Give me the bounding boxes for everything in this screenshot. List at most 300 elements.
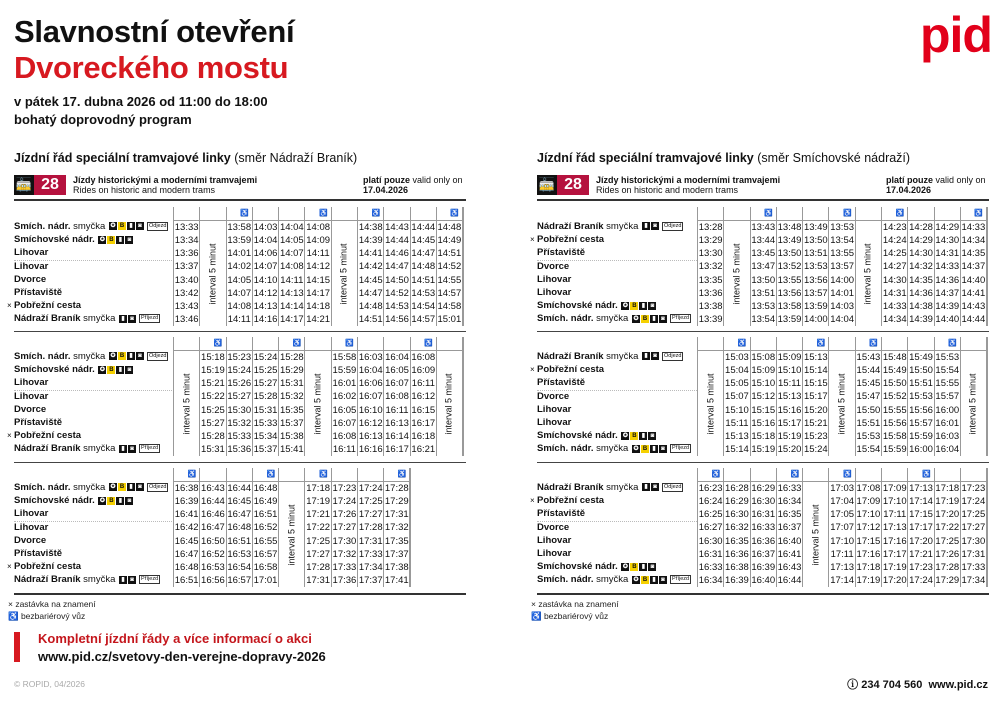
departure-time: 13:49 [777, 235, 802, 247]
departure-time: 16:35 [777, 509, 802, 521]
departure-time: 17:38 [384, 562, 409, 574]
bus-icon: ◙ [128, 445, 136, 453]
column-header [698, 207, 724, 221]
departure-time: 13:55 [777, 274, 802, 286]
departure-time: 13:46 [174, 314, 199, 326]
metro-b-icon: B [119, 484, 125, 491]
metro-icon: ✪ [622, 563, 628, 570]
valid-date: 17.04.2026 [886, 185, 932, 195]
lihovar-separator [14, 260, 174, 261]
interval-cell [331, 221, 357, 327]
tram-icon: 🚋 [14, 175, 34, 195]
departure-time: 15:32 [227, 417, 252, 429]
departure-time: 15:24 [227, 365, 252, 377]
departure-time: 14:47 [385, 261, 409, 273]
stop-row [530, 494, 691, 507]
departure-time: 14:34 [882, 314, 907, 326]
departure-time: 13:51 [751, 287, 776, 299]
column-header [776, 337, 802, 351]
departure-time: 16:57 [227, 575, 252, 587]
departure-time: 16:28 [725, 483, 749, 494]
arrive-tag: Příjezd [671, 445, 690, 452]
stop-name: Přístaviště [537, 508, 586, 520]
departure-time: 13:58 [227, 222, 252, 233]
departure-time: 16:40 [777, 535, 802, 547]
column-header [908, 207, 934, 221]
departure-time: 14:52 [437, 261, 462, 273]
departure-time: 16:07 [385, 378, 409, 390]
metro-b-icon: B [642, 576, 648, 583]
departure-time: 17:20 [882, 575, 907, 587]
legend-request [531, 598, 619, 610]
departure-time: 15:59 [882, 444, 907, 456]
departure-time: 14:07 [253, 261, 278, 273]
departure-time: 16:45 [174, 535, 199, 547]
depart-tag: Odjezd [664, 352, 682, 359]
departure-time: 14:30 [882, 274, 907, 286]
departure-time: 14:51 [411, 274, 436, 286]
column-header [882, 337, 908, 351]
stop-row [14, 481, 168, 494]
departure-time: 15:14 [725, 444, 749, 456]
footer-url-link[interactable]: www.pid.cz/svetovy-den-verejne-dopravy-2026 [38, 649, 326, 664]
departure-time: 15:10 [777, 365, 802, 377]
departure-time: 15:53 [935, 352, 960, 363]
departure-time: 14:51 [437, 248, 462, 260]
train-icon: ▮ [119, 445, 127, 453]
stop-name: Dvorce [14, 403, 47, 415]
departure-time: 15:27 [227, 391, 252, 403]
legend-wheelchair [531, 610, 619, 622]
departure-time: 15:59 [909, 431, 933, 443]
pid-logo: pid [920, 7, 992, 63]
departure-time: 15:08 [751, 352, 776, 363]
stop-row [7, 429, 168, 442]
stop-name: Smích. nádr. [537, 313, 594, 325]
departure-time: 16:29 [725, 496, 749, 508]
departure-time: 17:17 [909, 522, 933, 534]
bus-icon: ◙ [125, 366, 133, 374]
departure-time: 13:33 [174, 222, 199, 233]
train-icon: ▮ [642, 483, 650, 491]
stop-row [530, 233, 691, 246]
departure-time: 17:26 [935, 548, 960, 560]
interval-label: interval 5 minut [338, 243, 349, 305]
metro-icon: ✪ [622, 302, 628, 309]
heading-direction: (směr Nádraží Braník) [234, 151, 358, 165]
stop-name: Dvorce [537, 390, 570, 402]
departure-time: 17:20 [935, 509, 960, 521]
departure-time: 17:25 [935, 535, 960, 547]
metro-b-icon: B [632, 563, 637, 570]
stop-row [14, 573, 168, 586]
departure-time: 14:38 [358, 222, 383, 233]
departure-time: 15:12 [751, 391, 776, 403]
stop-row [14, 534, 168, 547]
departure-time: 15:57 [909, 417, 933, 429]
phone: 234 704 560 [861, 679, 923, 691]
bottom-rule [537, 593, 989, 595]
departure-time: 15:53 [856, 431, 881, 443]
departure-time: 14:32 [909, 261, 933, 273]
column-header [803, 468, 829, 482]
valid-en: valid only on [412, 175, 463, 185]
departure-time: 14:48 [437, 222, 462, 233]
departure-time: 15:07 [725, 391, 749, 403]
departure-time: 17:32 [384, 522, 409, 534]
stop-name: Dvorce [537, 260, 570, 272]
wheelchair-icon: ♿ [174, 468, 200, 482]
departure-time: 14:06 [253, 248, 278, 260]
table-row [698, 548, 987, 561]
departure-time: 16:52 [253, 522, 278, 534]
departure-time: 16:32 [725, 522, 749, 534]
departure-time: 15:19 [201, 365, 225, 377]
lihovar-separator [14, 390, 174, 391]
departure-time: 15:57 [935, 391, 960, 403]
departure-time: 16:33 [698, 562, 723, 574]
block-divider [537, 462, 989, 463]
stop-row [14, 312, 168, 325]
departure-time: 13:53 [830, 222, 855, 233]
departure-time: 15:19 [751, 444, 776, 456]
timetable-heading [14, 151, 357, 165]
departure-time: 14:24 [882, 235, 907, 247]
stop-name: Dvorce [14, 534, 47, 546]
departure-time: 16:48 [227, 522, 252, 534]
departure-time: 14:33 [882, 301, 907, 313]
wheelchair-icon: ♿ [305, 468, 331, 482]
departure-time: 16:51 [253, 509, 278, 521]
departure-time: 14:27 [882, 261, 907, 273]
departure-time: 14:43 [961, 301, 986, 313]
departure-time: 14:39 [935, 301, 960, 313]
departure-time: 15:33 [227, 431, 252, 443]
arrive-tag: Příjezd [671, 576, 690, 583]
stop-row [14, 260, 168, 273]
stop-list [530, 350, 691, 456]
bus-icon: ◙ [136, 222, 144, 230]
departure-time: 17:15 [909, 509, 933, 521]
desc-en: Rides on historic and modern trams [73, 185, 216, 195]
stop-name: Smích. nádr. [14, 351, 71, 362]
departure-time: 16:30 [698, 535, 723, 547]
stop-name: Lihovar [537, 547, 572, 559]
timetable-block [173, 337, 464, 456]
departure-time: 14:31 [935, 248, 960, 260]
departure-time: 15:21 [803, 417, 828, 429]
stop-row [537, 312, 691, 325]
departure-time: 16:55 [253, 535, 278, 547]
departure-time: 13:34 [174, 235, 199, 247]
departure-time: 17:30 [332, 535, 357, 547]
train-icon: ▮ [127, 222, 135, 230]
departure-time: 17:26 [332, 509, 357, 521]
departure-time: 13:32 [698, 261, 723, 273]
stop-suffix: smyčka [70, 221, 106, 232]
departure-time: 15:11 [725, 417, 749, 429]
departure-time: 16:29 [751, 483, 776, 494]
interval-label: interval 5 minut [836, 373, 847, 435]
metro-b-icon: B [632, 302, 637, 309]
bus-icon: ◙ [651, 222, 659, 230]
departure-time: 13:47 [751, 261, 776, 273]
title-line-2: Dvoreckého mostu [14, 50, 289, 85]
stop-row [7, 560, 168, 573]
departure-time: 17:03 [830, 483, 855, 494]
departure-time: 17:18 [306, 483, 331, 494]
table-row [698, 521, 987, 534]
wheelchair-icon: ♿ [829, 468, 855, 482]
departure-time: 14:17 [279, 314, 304, 326]
stop-name: Smích. nádr. [14, 482, 71, 493]
table-row [698, 561, 987, 574]
header-rule [14, 199, 466, 201]
train-icon: ▮ [116, 497, 124, 505]
departure-time: 16:34 [698, 575, 723, 587]
stop-row [537, 534, 691, 547]
line-number: 28 [34, 175, 66, 195]
stop-row [14, 521, 168, 534]
departure-time: 14:33 [935, 261, 960, 273]
departure-time: 14:40 [935, 314, 960, 326]
train-icon: ▮ [639, 302, 647, 310]
departure-time: 14:25 [882, 248, 907, 260]
departure-time: 16:44 [227, 483, 252, 494]
stop-row [537, 429, 691, 442]
interval-cell [436, 351, 462, 457]
departure-time: 15:14 [803, 365, 828, 377]
lihovar-separator [537, 260, 697, 261]
route-header [537, 175, 989, 195]
stop-row [537, 560, 691, 573]
copyright: © ROPID, 04/2026 [14, 679, 85, 689]
departure-time: 15:11 [778, 378, 802, 390]
metro-b-icon: B [109, 497, 114, 504]
departure-time: 16:51 [174, 575, 199, 587]
table-row [698, 221, 987, 235]
departure-time: 13:39 [698, 314, 723, 326]
departure-time: 16:49 [253, 496, 278, 508]
departure-time: 14:47 [411, 248, 436, 260]
departure-time: 15:33 [253, 417, 278, 429]
departure-time: 14:53 [411, 287, 436, 299]
arrive-tag: Příjezd [671, 315, 690, 322]
train-icon: ▮ [642, 352, 650, 360]
stop-name: Přístaviště [14, 286, 63, 298]
departure-time: 16:18 [411, 431, 436, 443]
event-program: bohatý doprovodný program [14, 112, 192, 127]
train-icon: ▮ [127, 483, 135, 491]
departure-time: 17:31 [384, 509, 409, 521]
departure-time: 15:20 [777, 444, 802, 456]
departure-time: 14:01 [227, 248, 252, 260]
wheelchair-icon: ♿ [305, 207, 331, 221]
departure-time: 15:51 [909, 378, 933, 390]
metro-icon: ✪ [633, 445, 639, 452]
departure-time: 14:04 [830, 314, 855, 326]
departure-time: 14:35 [909, 274, 933, 286]
departure-time: 17:05 [830, 509, 855, 521]
stop-suffix: smyčka [593, 574, 629, 586]
metro-b-icon: B [119, 353, 125, 360]
departure-time: 14:08 [227, 301, 252, 313]
departure-time: 16:56 [201, 575, 225, 587]
departure-time: 16:50 [201, 535, 225, 547]
stop-row [14, 363, 168, 376]
departure-time: 14:45 [358, 274, 383, 286]
departure-time: 15:01 [437, 314, 462, 326]
train-icon: ▮ [650, 576, 658, 584]
departure-time: 16:00 [935, 404, 960, 416]
departure-time: 16:44 [777, 575, 802, 587]
departure-time: 15:32 [279, 391, 304, 403]
bus-icon: ◙ [648, 302, 656, 310]
departure-time: 14:10 [253, 274, 278, 286]
header-row [698, 468, 987, 482]
column-header [252, 207, 278, 221]
request-stop-icon: × [531, 599, 539, 609]
validity [886, 175, 986, 195]
departure-time: 15:05 [725, 378, 749, 390]
interval-label: interval 5 minut [731, 243, 742, 305]
departure-time: 16:25 [698, 509, 723, 521]
legend [8, 598, 96, 622]
train-icon: ▮ [127, 352, 135, 360]
stop-row [14, 246, 168, 259]
departure-time: 15:03 [725, 352, 749, 363]
departure-time: 15:45 [856, 378, 881, 390]
departure-time: 14:41 [358, 248, 383, 260]
stop-row [537, 573, 691, 586]
departure-time: 14:31 [882, 287, 907, 299]
departure-time: 16:48 [253, 483, 278, 494]
wheelchair-icon: ♿ [750, 207, 776, 221]
request-stop-icon: × [530, 235, 535, 245]
metro-b-icon: B [109, 366, 114, 373]
departure-time: 14:05 [279, 235, 304, 247]
stop-row [14, 350, 168, 363]
departure-time: 15:48 [882, 352, 907, 363]
departure-time: 17:10 [830, 535, 855, 547]
departure-time: 14:15 [306, 274, 331, 286]
departure-time: 17:19 [882, 562, 907, 574]
train-icon: ▮ [119, 576, 127, 584]
departure-time: 13:56 [777, 287, 802, 299]
departure-time: 14:33 [961, 222, 986, 233]
departure-time: 14:53 [385, 301, 409, 313]
departure-time: 14:02 [227, 261, 252, 273]
stop-name: Smích. nádr. [537, 574, 594, 586]
departure-time: 15:13 [777, 391, 802, 403]
column-header [750, 337, 776, 351]
legend [531, 598, 619, 622]
column-header [252, 337, 278, 351]
departure-time: 15:26 [227, 378, 252, 390]
stop-list [7, 220, 168, 326]
request-stop-icon: × [530, 496, 535, 506]
request-stop-icon: × [7, 562, 12, 572]
departure-time: 16:07 [358, 391, 383, 403]
departure-time: 15:37 [279, 417, 304, 429]
column-header [305, 337, 331, 351]
stop-name: Lihovar [537, 273, 572, 285]
bus-icon: ◙ [125, 236, 133, 244]
departure-time: 15:34 [253, 431, 278, 443]
column-header [724, 207, 750, 221]
departure-time: 15:25 [201, 404, 225, 416]
departure-time: 13:40 [174, 274, 199, 286]
column-header [698, 337, 724, 351]
departure-time: 14:13 [253, 301, 278, 313]
departure-time: 14:34 [961, 235, 986, 247]
departure-time: 16:11 [332, 444, 356, 456]
wheelchair-icon: ♿ [960, 207, 986, 221]
departure-time: 13:29 [698, 235, 723, 247]
departure-time: 16:07 [332, 417, 357, 429]
bus-icon: ◙ [125, 497, 133, 505]
train-icon: ▮ [639, 563, 647, 571]
metro-icon: ✪ [110, 223, 116, 230]
departure-time: 17:04 [830, 496, 855, 508]
bottom-rule [14, 593, 466, 595]
departure-time: 15:17 [803, 391, 828, 403]
departure-time: 16:13 [385, 417, 409, 429]
stop-name: Lihovar [537, 286, 572, 298]
departure-time: 15:19 [777, 431, 802, 443]
legend-wheelchair [8, 610, 96, 622]
departure-time: 16:53 [227, 548, 252, 560]
stop-row [14, 494, 168, 507]
departure-time: 17:28 [358, 522, 383, 534]
departure-time: 17:28 [384, 483, 409, 494]
departure-time: 16:39 [725, 575, 749, 587]
wheelchair-icon: ♿ [410, 337, 436, 351]
departure-time: 14:00 [830, 274, 855, 286]
departure-time: 15:43 [856, 352, 881, 363]
block-divider [14, 331, 466, 332]
departure-time: 17:10 [882, 496, 907, 508]
metro-b-icon: B [632, 432, 637, 439]
departure-time: 14:21 [306, 314, 331, 326]
legend-text: bezbariérový vůz [20, 611, 86, 621]
stop-name: Smích. nádr. [537, 443, 594, 455]
stop-name: Nádraží Braník [14, 313, 81, 325]
departure-time: 16:40 [751, 575, 776, 587]
departure-time: 16:36 [725, 548, 749, 560]
arrive-tag: Příjezd [141, 315, 159, 322]
departure-time: 13:54 [830, 235, 855, 247]
stop-name: Pobřežní cesta [537, 495, 605, 507]
site-link[interactable]: www.pid.cz [928, 679, 988, 691]
stop-name: Lihovar [14, 521, 49, 533]
departure-time: 13:55 [830, 248, 855, 260]
departure-time: 16:41 [174, 509, 199, 521]
wheelchair-icon: ♿ [698, 468, 724, 482]
departure-time: 17:33 [332, 562, 357, 574]
departure-time: 14:30 [935, 235, 960, 247]
departure-time: 13:56 [803, 274, 828, 286]
departure-time: 15:16 [751, 417, 776, 429]
departure-time: 16:04 [935, 444, 960, 456]
stop-row [14, 273, 168, 286]
wheelchair-icon: ♿ [436, 207, 462, 221]
departure-time: 14:38 [909, 301, 933, 313]
departure-time: 17:33 [358, 548, 383, 560]
wheelchair-icon: ♿ [279, 337, 305, 351]
departure-time: 16:34 [777, 496, 802, 508]
footer-info: Kompletní jízdní řády a více informací o akci [38, 631, 312, 646]
